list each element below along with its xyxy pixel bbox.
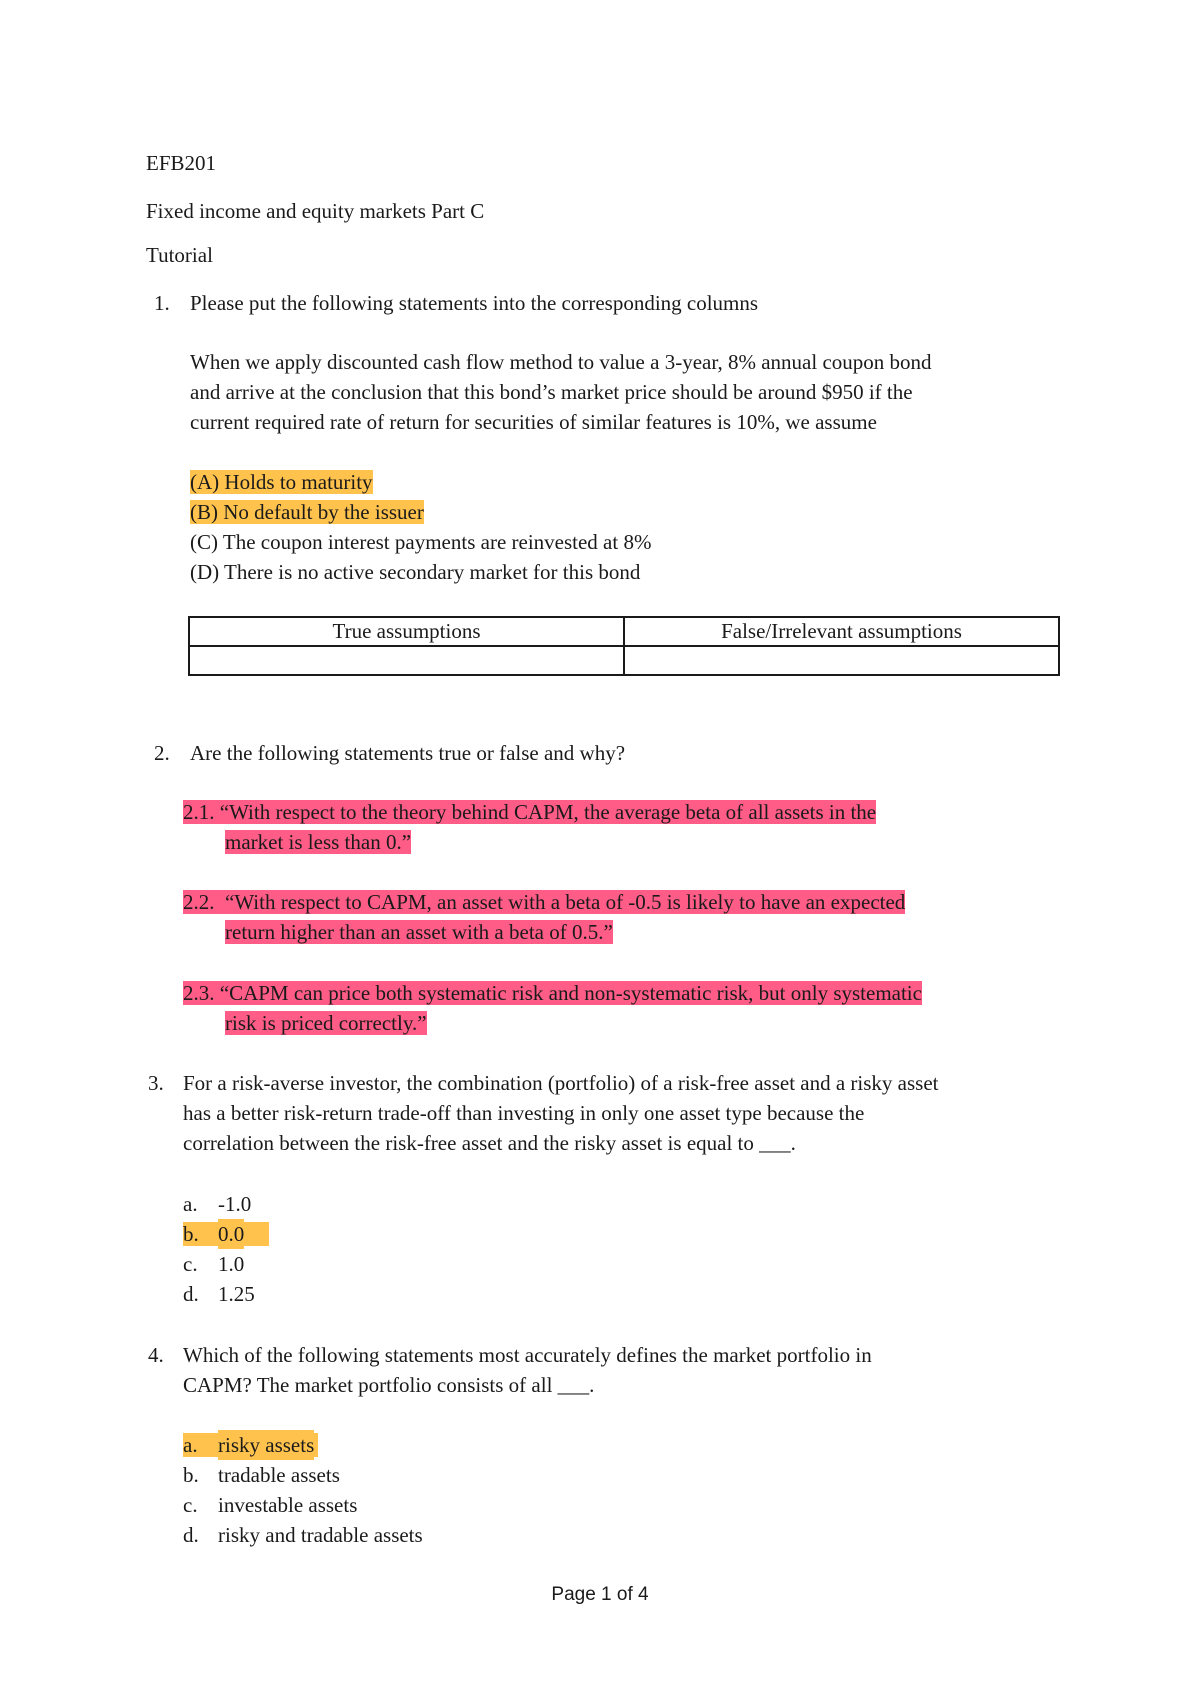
assumptions-table (188, 616, 1060, 676)
choice-b: b. tradable assets (183, 1463, 340, 1487)
question-body-line: current required rate of return for securities of similar features is 10%, we assume (190, 410, 877, 434)
table-cell-true-answer[interactable] (189, 646, 624, 675)
question-prompt: Are the following statements true or false and why? (190, 741, 626, 765)
statement-2-2-line-2: return higher than an asset with a beta of 0.5.” (225, 920, 613, 944)
choice-c: c. 1.0 (183, 1252, 245, 1276)
statement-2-2-line-1: 2.2. “With respect to CAPM, an asset with a beta of -0.5 is likely to have an expected (183, 890, 906, 914)
choice-c: c. investable assets (183, 1493, 358, 1517)
option-b-highlighted: (B) No default by the issuer (190, 500, 424, 524)
document-subtitle: Tutorial (146, 243, 213, 267)
table-cell-false-answer[interactable] (624, 646, 1059, 675)
course-code: EFB201 (146, 151, 217, 175)
option-a-highlighted: (A) Holds to maturity (190, 470, 373, 494)
statement-2-1-line-2: market is less than 0.” (225, 830, 412, 854)
page-number: Page 1 of 4 (551, 1584, 649, 1605)
choice-a-highlighted: a. risky assets (183, 1430, 318, 1460)
table-header-false: False/Irrelevant assumptions (624, 617, 1059, 646)
choice-b-highlighted: b. 0.0 (183, 1219, 269, 1249)
choice-d: d. 1.25 (183, 1282, 255, 1306)
option-d: (D) There is no active secondary market for this bond (190, 560, 641, 584)
question-number: 2. (154, 741, 170, 765)
statement-2-3-line-2: risk is priced correctly.” (225, 1011, 427, 1035)
question-line: Which of the following statements most accurately defines the market portfolio in (183, 1343, 872, 1367)
option-c: (C) The coupon interest payments are reinvested at 8% (190, 530, 652, 554)
question-line: For a risk-averse investor, the combination (portfolio) of a risk-free asset and a risky asset (183, 1071, 939, 1095)
choice-a: a. -1.0 (183, 1192, 252, 1216)
document-title: Fixed income and equity markets Part C (146, 199, 485, 223)
question-line: CAPM? The market portfolio consists of all ___. (183, 1373, 595, 1397)
table-header-true: True assumptions (189, 617, 624, 646)
question-line: correlation between the risk-free asset and the risky asset is equal to ___. (183, 1131, 796, 1155)
statement-2-3-line-1: 2.3. “CAPM can price both systematic risk and non-systematic risk, but only systematic (183, 981, 922, 1005)
question-number: 3. (148, 1071, 164, 1095)
question-body-line: When we apply discounted cash flow method to value a 3-year, 8% annual coupon bond (190, 350, 932, 374)
question-line: has a better risk-return trade-off than investing in only one asset type because the (183, 1101, 865, 1125)
question-body-line: and arrive at the conclusion that this bond’s market price should be around $950 if the (190, 380, 913, 404)
statement-2-1-line-1: 2.1. “With respect to the theory behind CAPM, the average beta of all assets in the (183, 800, 877, 824)
question-number: 4. (148, 1343, 164, 1367)
choice-d: d. risky and tradable assets (183, 1523, 423, 1547)
question-prompt: Please put the following statements into the corresponding columns (190, 291, 759, 315)
question-number: 1. (154, 291, 170, 315)
